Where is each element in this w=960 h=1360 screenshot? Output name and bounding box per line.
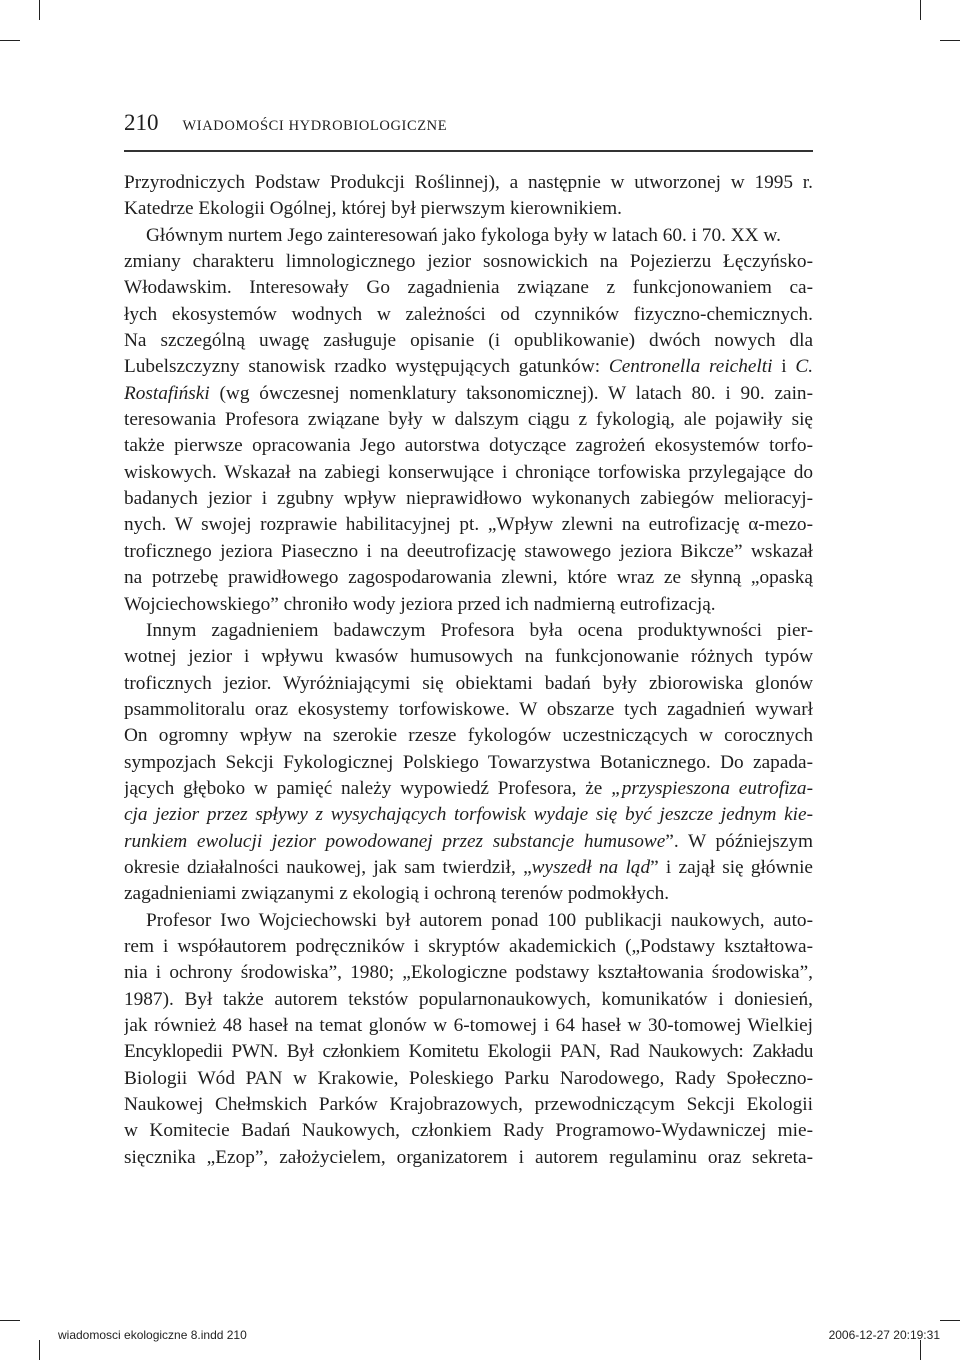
text-line: badanych jezior i zgubny wpływ nieprawidłowo wykonanych zabiegów melioracyj- — [124, 488, 813, 510]
text-line: Wojciechowskiego” chroniło wody jeziora przed ich nadmierną eutrofizacją. — [124, 593, 716, 615]
text-line: w Komitecie Badań Naukowych, członkiem Rady Programowo-Wydawniczej mie- — [124, 1120, 813, 1142]
text-line: runkiem ewolucji jezior powodowanej przez substancje humusowe”. W późniejszym — [124, 830, 813, 852]
crop-mark — [920, 1340, 921, 1360]
text-line: psammolitoralu oraz ekosystemy torfowiskowe. W obszarze tych zagadnień wywarł — [124, 698, 813, 720]
text-line: wiskowych. Wskazał na zabiegi konserwujące i chroniące torfowiska przylegające do — [124, 461, 813, 483]
crop-mark — [920, 0, 921, 20]
text-line: On ogromny wpływ na szerokie rzesze fykologów uczestniczących w corocznych — [124, 725, 813, 747]
journal-title: WIADOMOŚCI HYDROBIOLOGICZNE — [182, 118, 448, 134]
text-line: wotnej jezior i wpływu kwasów humusowych na funkcjonowanie różnych typów — [124, 646, 813, 668]
text-line: łych ekosystemów wodnych w zależności od czynników fizyczno-chemicznych. — [124, 303, 813, 325]
text-line: Katedrze Ekologii Ogólnej, której był pierwszym kierownikiem. — [124, 198, 622, 220]
text-line: Włodawskim. Interesowały Go zagadnienia związane z funkcjonowaniem ca- — [124, 277, 813, 299]
text-line: zagadnieniami związanymi z ekologią i ochroną terenów podmokłych. — [124, 883, 670, 905]
crop-mark — [940, 1320, 960, 1321]
footer-timestamp: 2006-12-27 20:19:31 — [828, 1328, 940, 1342]
text-line: teresowania Profesora związane były w dalszym ciągu z fykologią, ale pojawiły się — [124, 409, 813, 431]
crop-mark — [39, 1340, 40, 1360]
text-line: jących głęboko w pamięć należy wypowiedź Profesora, że „przyspieszona eutrofiza- — [124, 777, 813, 799]
crop-mark — [940, 40, 960, 41]
text-line: Głównym nurtem Jego zainteresowań jako fykologa były w latach 60. i 70. XX w. — [146, 224, 781, 246]
text-line: sympozjach Sekcji Fykologicznej Polskiego Towarzystwa Botanicznego. Do zapada- — [124, 751, 813, 773]
text-line: Encyklopedii PWN. Był członkiem Komitetu Ekologii PAN, Rad Naukowych: Zakładu — [124, 1041, 813, 1063]
footer-file: wiadomosci ekologiczne 8.indd 210 — [58, 1328, 247, 1342]
page-number: 210 — [124, 110, 159, 135]
text-line: Lubelszczyzny stanowisk rzadko występujących gatunków: Centronella reichelti i C. — [124, 356, 813, 378]
text-line: Innym zagadnieniem badawczym Profesora była ocena produktywności pier- — [146, 619, 813, 641]
text-line: rem i współautorem podręczników i skryptów akademickich („Podstawy kształtowa- — [124, 935, 813, 957]
text-line: Na szczególną uwagę zasługuje opisanie (i opublikowanie) dwóch nowych dla — [124, 330, 813, 352]
header-rule — [124, 150, 813, 152]
text-line: Biologii Wód PAN w Krakowie, Poleskiego Parku Narodowego, Rady Społeczno- — [124, 1067, 813, 1089]
text-line: nych. W swojej rozprawie habilitacyjnej pt. „Wpływ zlewni na eutrofizację α-mezo- — [124, 514, 813, 536]
article-body — [124, 170, 813, 1171]
crop-mark — [0, 1320, 20, 1321]
running-header — [124, 110, 814, 140]
crop-mark — [39, 0, 40, 20]
text-line: Profesor Iwo Wojciechowski był autorem ponad 100 publikacji naukowych, auto- — [146, 909, 813, 931]
text-line: troficznych jezior. Wyróżniającymi się obiektami badań były zbiorowiska glonów — [124, 672, 813, 694]
text-line: zmiany charakteru limnologicznego jezior sosnowickich na Pojezierzu Łęczyńsko- — [124, 251, 813, 273]
text-line: okresie działalności naukowej, jak sam twierdził, „wyszedł na ląd” i zajął się głównie — [124, 856, 813, 878]
text-line: Rostafiński (wg ówczesnej nomenklatury taksonomicznej). W latach 80. i 90. zain- — [124, 382, 813, 404]
text-line: cja jezior przez spływy z wysychających torfowisk wydaje się być jeszcze jednym kie- — [124, 804, 813, 826]
text-line: także pierwsze opracowania Jego autorstwa dotyczące zagrożeń ekosystemów torfo- — [124, 435, 813, 457]
text-line: nia i ochrony środowiska”, 1980; „Ekologiczne podstawy kształtowania środowiska”, — [124, 962, 813, 984]
text-line: Naukowej Chełmskich Parków Krajobrazowych, przewodniczącym Sekcji Ekologii — [124, 1094, 813, 1116]
text-line: troficznego jeziora Piaseczno i na deeutrofizację stawowego jeziora Bikcze” wskazał — [124, 540, 813, 562]
text-line: sięcznika „Ezop”, założycielem, organizatorem i autorem regulaminu oraz sekreta- — [124, 1146, 813, 1168]
text-line: 1987). Był także autorem tekstów popularnonaukowych, komunikatów i doniesień, — [124, 988, 813, 1010]
text-line: na potrzebę prawidłowego zagospodarowania zlewni, które wraz ze słynną „opaską — [124, 567, 813, 589]
text-line: jak również 48 haseł na temat glonów w 6-tomowej i 64 haseł w 30-tomowej Wielkiej — [124, 1015, 813, 1036]
text-line: Przyrodniczych Podstaw Produkcji Roślinnej), a następnie w utworzonej w 1995 r. — [124, 172, 813, 193]
crop-mark — [0, 40, 20, 41]
